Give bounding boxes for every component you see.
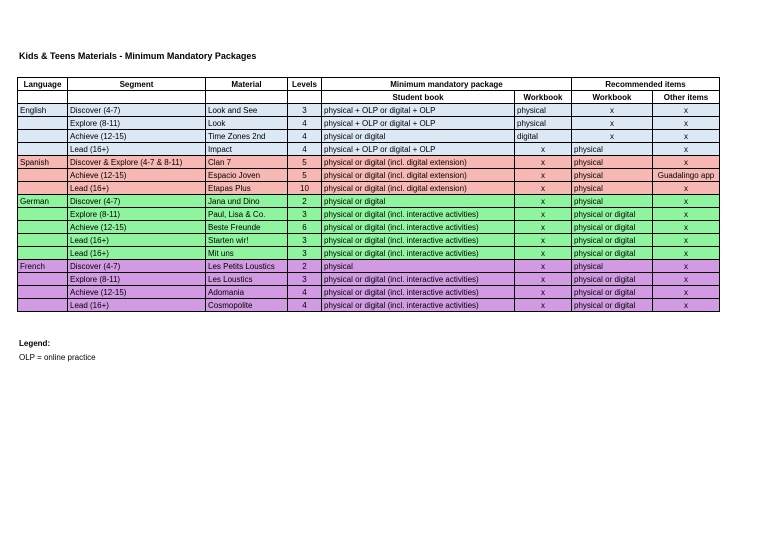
cell-student-book[interactable]: physical or digital (incl. interactive activities) (322, 299, 515, 312)
cell-levels[interactable]: 6 (288, 221, 322, 234)
cell-student-book[interactable]: physical or digital (322, 130, 515, 143)
cell-material[interactable]: Beste Freunde (206, 221, 288, 234)
cell-student-book[interactable]: physical or digital (incl. interactive activities) (322, 273, 515, 286)
cell-rec-workbook[interactable]: physical or digital (572, 273, 653, 286)
cell-segment[interactable]: Achieve (12-15) (68, 130, 206, 143)
cell-language[interactable] (18, 273, 68, 286)
cell-material[interactable]: Adomania (206, 286, 288, 299)
cell-language[interactable]: French (18, 260, 68, 273)
table-row (18, 117, 720, 130)
cell-other-items[interactable]: x (653, 104, 720, 117)
cell-levels[interactable]: 3 (288, 234, 322, 247)
cell-rec-workbook[interactable]: x (572, 117, 653, 130)
cell-material[interactable]: Starten wir! (206, 234, 288, 247)
cell-material[interactable]: Paul, Lisa & Co. (206, 208, 288, 221)
header-min-package: Minimum mandatory package (322, 78, 572, 91)
cell-workbook[interactable]: digital (515, 130, 572, 143)
cell-other-items[interactable]: x (653, 273, 720, 286)
cell-material[interactable]: Les Petits Loustics (206, 260, 288, 273)
cell-rec-workbook[interactable]: physical (572, 260, 653, 273)
cell-material[interactable]: Les Loustics (206, 273, 288, 286)
legend-text: OLP = online practice (19, 353, 96, 362)
cell-workbook[interactable]: x (515, 208, 572, 221)
cell-material[interactable]: Espacio Joven (206, 169, 288, 182)
cell-segment[interactable]: Discover & Explore (4-7 & 8-11) (68, 156, 206, 169)
cell-language[interactable] (18, 117, 68, 130)
cell-language[interactable] (18, 299, 68, 312)
cell-rec-workbook[interactable]: physical or digital (572, 208, 653, 221)
cell-other-items[interactable]: x (653, 195, 720, 208)
cell-language[interactable]: Spanish (18, 156, 68, 169)
cell-workbook[interactable]: x (515, 221, 572, 234)
cell-workbook[interactable]: x (515, 182, 572, 195)
cell-workbook[interactable]: physical (515, 104, 572, 117)
header-segment: Segment (68, 78, 206, 91)
header-blank-language (18, 91, 68, 104)
table-row (18, 143, 720, 156)
cell-levels[interactable]: 3 (288, 273, 322, 286)
cell-workbook[interactable]: x (515, 273, 572, 286)
header-workbook: Workbook (515, 91, 572, 104)
cell-workbook[interactable]: x (515, 143, 572, 156)
cell-other-items[interactable]: Guadalingo app (653, 169, 720, 182)
table-row (18, 130, 720, 143)
cell-segment[interactable]: Lead (16+) (68, 234, 206, 247)
cell-segment[interactable]: Lead (16+) (68, 182, 206, 195)
cell-levels[interactable]: 2 (288, 195, 322, 208)
table-row (18, 299, 720, 312)
cell-material[interactable]: Etapas Plus (206, 182, 288, 195)
header-blank-segment (68, 91, 206, 104)
cell-rec-workbook[interactable]: x (572, 104, 653, 117)
cell-workbook[interactable]: x (515, 286, 572, 299)
cell-student-book[interactable]: physical or digital (incl. interactive activities) (322, 208, 515, 221)
table-row (18, 195, 720, 208)
cell-levels[interactable]: 5 (288, 156, 322, 169)
cell-levels[interactable]: 4 (288, 117, 322, 130)
cell-student-book[interactable]: physical + OLP or digital + OLP (322, 143, 515, 156)
table-row (18, 182, 720, 195)
cell-workbook[interactable]: x (515, 234, 572, 247)
cell-material[interactable]: Cosmopolite (206, 299, 288, 312)
cell-levels[interactable]: 10 (288, 182, 322, 195)
cell-language[interactable] (18, 286, 68, 299)
cell-levels[interactable]: 4 (288, 299, 322, 312)
table-row (18, 221, 720, 234)
header-levels: Levels (288, 78, 322, 91)
cell-rec-workbook[interactable]: physical (572, 195, 653, 208)
cell-workbook[interactable]: x (515, 299, 572, 312)
cell-student-book[interactable]: physical or digital (incl. digital extension) (322, 169, 515, 182)
cell-levels[interactable]: 5 (288, 169, 322, 182)
cell-segment[interactable]: Discover (4-7) (68, 104, 206, 117)
cell-workbook[interactable]: x (515, 247, 572, 260)
materials-table (17, 77, 720, 312)
cell-segment[interactable]: Lead (16+) (68, 299, 206, 312)
table-body (18, 104, 720, 312)
cell-language[interactable] (18, 234, 68, 247)
header-other-items: Other items (653, 91, 720, 104)
header-row-2 (18, 91, 720, 104)
table-row (18, 208, 720, 221)
cell-rec-workbook[interactable]: physical or digital (572, 247, 653, 260)
cell-segment[interactable]: Explore (8-11) (68, 208, 206, 221)
cell-language[interactable]: English (18, 104, 68, 117)
cell-student-book[interactable]: physical or digital (incl. interactive activities) (322, 234, 515, 247)
cell-student-book[interactable]: physical or digital (incl. digital extension) (322, 156, 515, 169)
header-material: Material (206, 78, 288, 91)
cell-other-items[interactable]: x (653, 117, 720, 130)
cell-language[interactable]: German (18, 195, 68, 208)
cell-student-book[interactable]: physical + OLP or digital + OLP (322, 104, 515, 117)
cell-material[interactable]: Jana und Dino (206, 195, 288, 208)
cell-material[interactable]: Time Zones 2nd (206, 130, 288, 143)
cell-other-items[interactable]: x (653, 143, 720, 156)
cell-material[interactable]: Clan 7 (206, 156, 288, 169)
cell-material[interactable]: Impact (206, 143, 288, 156)
cell-rec-workbook[interactable]: physical or digital (572, 234, 653, 247)
cell-workbook[interactable]: x (515, 169, 572, 182)
cell-segment[interactable]: Achieve (12-15) (68, 286, 206, 299)
table-row (18, 273, 720, 286)
cell-student-book[interactable]: physical or digital (incl. interactive activities) (322, 221, 515, 234)
cell-rec-workbook[interactable]: physical (572, 182, 653, 195)
cell-levels[interactable]: 4 (288, 286, 322, 299)
cell-rec-workbook[interactable]: physical (572, 156, 653, 169)
table-row (18, 156, 720, 169)
cell-levels[interactable]: 3 (288, 104, 322, 117)
cell-other-items[interactable]: x (653, 182, 720, 195)
cell-student-book[interactable]: physical or digital (322, 195, 515, 208)
cell-language[interactable] (18, 169, 68, 182)
table-row (18, 169, 720, 182)
cell-material[interactable]: Look (206, 117, 288, 130)
cell-segment[interactable]: Explore (8-11) (68, 273, 206, 286)
cell-rec-workbook[interactable]: physical or digital (572, 299, 653, 312)
cell-rec-workbook[interactable]: physical (572, 169, 653, 182)
cell-rec-workbook[interactable]: physical (572, 143, 653, 156)
cell-other-items[interactable]: x (653, 156, 720, 169)
cell-workbook[interactable]: x (515, 156, 572, 169)
header-blank-levels (288, 91, 322, 104)
cell-workbook[interactable]: x (515, 260, 572, 273)
table-row (18, 286, 720, 299)
cell-levels[interactable]: 2 (288, 260, 322, 273)
cell-levels[interactable]: 4 (288, 130, 322, 143)
header-recommended: Recommended items (572, 78, 720, 91)
cell-segment[interactable]: Achieve (12-15) (68, 169, 206, 182)
table-row (18, 260, 720, 273)
cell-segment[interactable]: Lead (16+) (68, 143, 206, 156)
cell-rec-workbook[interactable]: physical or digital (572, 286, 653, 299)
cell-levels[interactable]: 4 (288, 143, 322, 156)
cell-rec-workbook[interactable]: physical or digital (572, 221, 653, 234)
legend-title: Legend: (19, 339, 51, 348)
cell-workbook[interactable]: x (515, 195, 572, 208)
page-title: Kids & Teens Materials - Minimum Mandatory Packages (19, 51, 257, 61)
cell-rec-workbook[interactable]: x (572, 130, 653, 143)
cell-other-items[interactable]: x (653, 221, 720, 234)
header-language: Language (18, 78, 68, 91)
cell-other-items[interactable]: x (653, 247, 720, 260)
cell-student-book[interactable]: physical or digital (incl. interactive activities) (322, 286, 515, 299)
cell-other-items[interactable]: x (653, 299, 720, 312)
cell-language[interactable] (18, 221, 68, 234)
cell-language[interactable] (18, 182, 68, 195)
cell-student-book[interactable]: physical or digital (incl. interactive activities) (322, 247, 515, 260)
table-row (18, 104, 720, 117)
cell-student-book[interactable]: physical (322, 260, 515, 273)
cell-material[interactable]: Look and See (206, 104, 288, 117)
cell-segment[interactable]: Discover (4-7) (68, 260, 206, 273)
cell-other-items[interactable]: x (653, 234, 720, 247)
cell-other-items[interactable]: x (653, 130, 720, 143)
cell-levels[interactable]: 3 (288, 208, 322, 221)
cell-other-items[interactable]: x (653, 286, 720, 299)
cell-other-items[interactable]: x (653, 208, 720, 221)
table-row (18, 247, 720, 260)
header-blank-material (206, 91, 288, 104)
cell-language[interactable] (18, 208, 68, 221)
header-row-1 (18, 78, 720, 91)
cell-language[interactable] (18, 143, 68, 156)
cell-segment[interactable]: Achieve (12-15) (68, 221, 206, 234)
cell-material[interactable]: Mit uns (206, 247, 288, 260)
cell-segment[interactable]: Discover (4-7) (68, 195, 206, 208)
cell-segment[interactable]: Explore (8-11) (68, 117, 206, 130)
cell-language[interactable] (18, 247, 68, 260)
cell-student-book[interactable]: physical + OLP or digital + OLP (322, 117, 515, 130)
cell-levels[interactable]: 3 (288, 247, 322, 260)
table-row (18, 234, 720, 247)
header-rec-workbook: Workbook (572, 91, 653, 104)
cell-other-items[interactable]: x (653, 260, 720, 273)
cell-language[interactable] (18, 130, 68, 143)
cell-workbook[interactable]: physical (515, 117, 572, 130)
cell-student-book[interactable]: physical or digital (incl. digital extension) (322, 182, 515, 195)
cell-segment[interactable]: Lead (16+) (68, 247, 206, 260)
header-student-book: Student book (322, 91, 515, 104)
